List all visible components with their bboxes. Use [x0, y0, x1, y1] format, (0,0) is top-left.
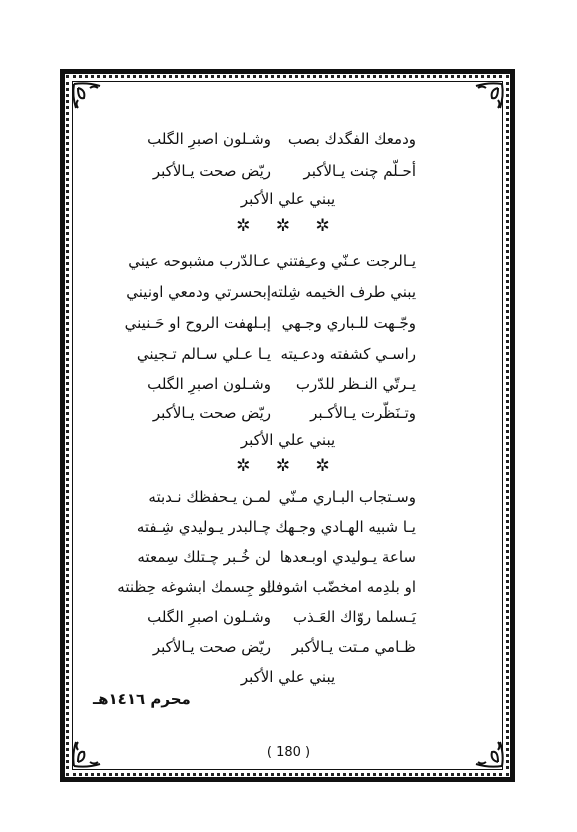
page-number: ( 180 ) [266, 745, 311, 760]
verse-right: ساعة يـوليدي اوبـعدها [279, 548, 416, 566]
verse-left: ريّض صحت يـالأكبر [152, 638, 271, 656]
verse-right: وجّـهت للـباري وجـهي [281, 314, 416, 332]
verse-left: چـالبدر يـوليدي شِـفته [136, 518, 271, 536]
verse-left: لن خُـبر چـتلك سِمعته [137, 548, 271, 566]
verse-left: ريّض صحت يـالأكبر [152, 162, 271, 180]
verse-right: يـا شبيه الهـادي وجـهك [275, 518, 416, 536]
verse-right: ودمعك الفگدك بصب [287, 130, 416, 148]
verse-left: لمـن يـحفظك نـدبته [148, 488, 271, 506]
verse-right: يبني طرف الخيمه شِلته [270, 283, 416, 301]
verse-right: راسـي كشفته ودعـيته [280, 345, 416, 363]
refrain: يبني علي الأكبر [240, 431, 336, 449]
verse-right: يَـسلما روّاك العَـذب [292, 608, 416, 626]
verse-left: وشـلون اصبرِ الگلب [147, 375, 271, 393]
corner-ornament-icon [472, 80, 506, 112]
verse-right: أحـلّم چنت يـالأكبر [303, 162, 416, 180]
verse-right: ظـامي مـتت يـالأكبر [291, 638, 416, 656]
verse-left: وشـلون اصبرِ الگلب [147, 608, 271, 626]
verse-right: وتـنَظّرت يـالأكـبر [310, 404, 416, 422]
verse-left: يـا عـلي سـالم تـجيني [136, 345, 271, 363]
verse-right: يـالرجت عـنّي وعـِفتني [276, 252, 416, 270]
verse-right: وسـتجاب البـاري مـنّي [278, 488, 416, 506]
verse-left: وشـلون اصبرِ الگلب [147, 130, 271, 148]
star-separator: ✲ ✲ ✲ [236, 456, 340, 476]
verse-left: إبـلهفت الروح او حَـنيني [124, 314, 271, 332]
date-label: محرم ١٤١٦هـ [93, 690, 191, 708]
verse-left: او جِسمك ابشوغه حِظنته [117, 578, 271, 596]
verse-left: عـالدّرب مشبوحه عيني [128, 252, 271, 270]
verse-left: إبحسرتي ودمعي اونيني [126, 283, 271, 301]
refrain: يبني علي الأكبر [240, 668, 336, 686]
verse-left: ريّض صحت يـالأكبر [152, 404, 271, 422]
star-separator: ✲ ✲ ✲ [236, 216, 340, 236]
page-border-inner [72, 81, 503, 770]
verse-right: او بلدِمه امخضّب اشوفك [263, 578, 416, 596]
refrain: يبني علي الأكبر [240, 190, 336, 208]
corner-ornament-icon [70, 80, 104, 112]
verse-right: يـرتّي النـظر للدّرب [295, 375, 416, 393]
